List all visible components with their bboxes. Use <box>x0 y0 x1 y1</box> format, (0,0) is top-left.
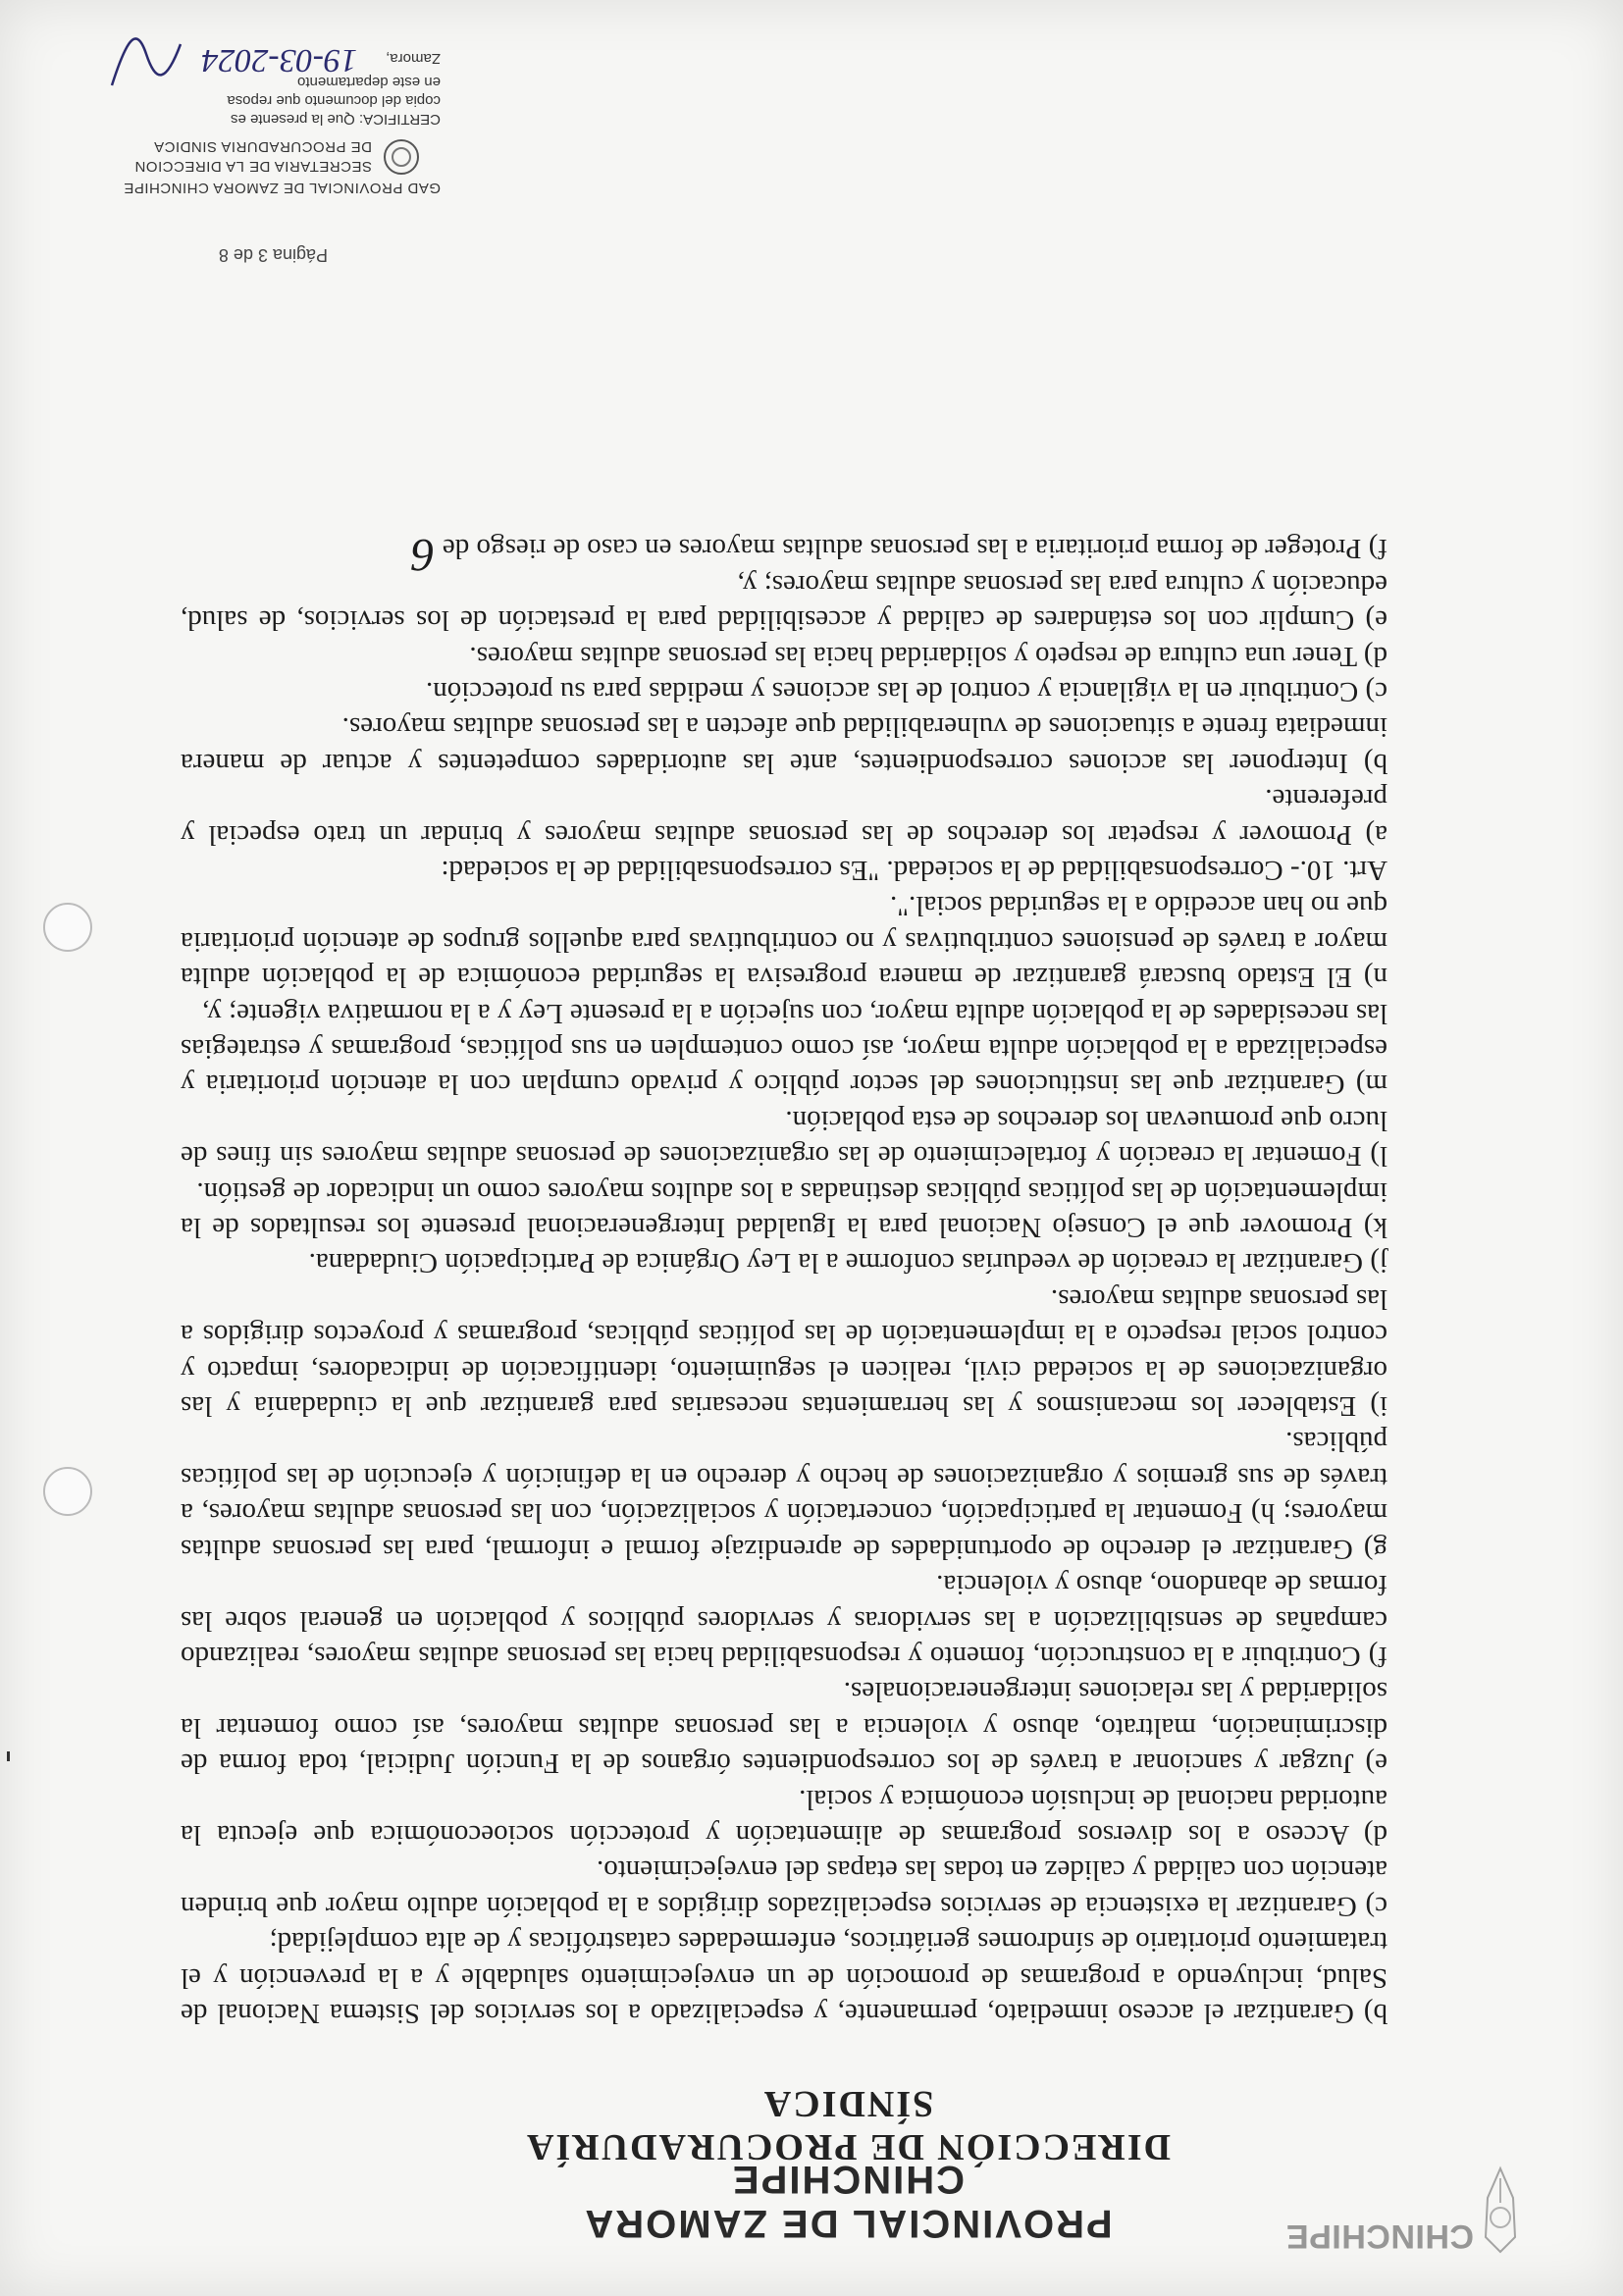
paragraph-10c: c) Contribuir en la vigilancia y control de las acciones y medidas para su protección. <box>425 675 1387 707</box>
org-title: PROVINCIAL DE ZAMORA CHINCHIPE <box>583 2158 1113 2245</box>
paragraph-k: k) Promover que el Consejo Nacional para la Igualdad Intergeneracional presente los resultados de la implementación de las políticas públicas destinadas a los adultos mayores como un indicador de gestión. <box>181 1175 1387 1244</box>
stamp-departamento: en este departamento <box>297 74 441 90</box>
stamp-place: Zamora, <box>386 50 441 67</box>
paragraph-10a: a) Promover y respetar los derechos de las personas adultas mayores y brindar un trato especial y preferente. <box>181 783 1387 851</box>
paragraph-10e: e) Cumplir con los estándares de calidad y accesibilidad para la prestación de los servicios, de salud, educación y cultura para las personas adultas mayores; y, <box>181 568 1387 637</box>
institution-logo <box>1285 2149 1525 2257</box>
stamp-procuraduria: DE PROCURADURIA SINDICA <box>153 138 372 155</box>
paragraph-i: i) Establecer los mecanismos y las herramientas necesarias para garantizar que la ciudadanía y las organizaciones de la sociedad civil, realicen el seguimiento, identificación de indicadores, impacto y control social respecto a la implementación de las políticas públicas, programas y proyectos dirigidos a las personas adultas mayores. <box>181 1282 1387 1423</box>
paragraph-g-h: g) Garantizar el derecho de oportunidades de aprendizaje formal e informal, para las personas adultas mayores; h) Fomentar la participación, concertación y socialización, con las personas adultas mayores, a través de sus gremios y organizaciones de hecho y derecho en la definición y ejecución de las políticas públicas. <box>181 1426 1387 1565</box>
signature-icon <box>107 34 185 93</box>
dept-title: DIRECCIÓN DE PROCURADURÍA SÍNDICA <box>524 2083 1172 2167</box>
paragraph-j: j) Garantizar la creación de veedurías conforme a la Ley Orgánica de Participación Ciudadana. <box>308 1247 1387 1279</box>
document-body <box>181 531 1387 2031</box>
paragraph-10b: b) Interponer las acciones correspondientes, ante las autoridades competentes y actuar de manera inmediata frente a situaciones de vulnerabilidad que afecten a las personas adultas mayores. <box>181 711 1387 779</box>
paragraph-m: m) Garantizar que las instituciones del sector público y privado cumplan con la atención prioritaria y especializada a la población adulta mayor, así como contemplen en sus políticas, programas y estrategias las necesidades de la población adulta mayor, con sujeción a la presente Ley y a la normativa vigente; y, <box>181 997 1387 1101</box>
paragraph-f: f) Contribuir a la construcción, fomento y responsabilidad hacia las personas adultas mayores, realizando campañas de sensibilización a las servidoras y servidores públicos y población en general sobre las formas de abandono, abuso y violencia. <box>181 1569 1387 1672</box>
paragraph-10d: d) Tener una cultura de respeto y solidaridad hacia las personas adultas mayores. <box>469 640 1387 672</box>
scan-dot <box>7 1751 10 1761</box>
stamp-certifica: CERTIFICA: Que la presente es <box>231 111 441 128</box>
handwritten-page-mark: 6 <box>410 529 435 582</box>
seal-icon <box>382 137 421 177</box>
paragraph-e: e) Juzgar y sancionar a través de los correspondientes órganos de la Función Judicial, toda forma de discriminación, maltrato, abuso y violencia a las personas adultas mayores, así como fomentar la solidaridad y las relaciones intergeneracionales. <box>181 1676 1387 1780</box>
paragraph-n: n) El Estado buscará garantizar de manera progresiva la seguridad económica de la población adulta mayor a través de pensiones contributivas y no contributivas para aquellos grupos de atención prioritaria que no han accedido a la seguridad social.". <box>181 890 1387 994</box>
paragraph-10f-text: f) Proteger de forma prioritaria a las personas adultas mayores en caso de riesgo de <box>442 533 1387 565</box>
stamp-handwritten-date: 19-03-2024 <box>201 42 357 78</box>
paragraph-d: d) Acceso a los diversos programas de alimentación y protección socioeconómica que ejecuta la autoridad nacional de inclusión económica y social. <box>181 1783 1387 1851</box>
stamp-secretaria: SECRETARIA DE LA DIRECCION <box>134 158 372 175</box>
paragraph-c: c) Garantizar la existencia de servicios especializados dirigidos a la población adulto mayor que brinden atención con calidad y calidez en todas las etapas del envejecimiento. <box>181 1854 1387 1922</box>
logo-text: CHINCHIPE <box>1285 2218 1474 2255</box>
punch-hole-icon <box>43 903 92 952</box>
stamp-institution: GAD PROVINCIAL DE ZAMORA CHINCHIPE <box>123 180 441 196</box>
crest-icon <box>1476 2159 1525 2257</box>
article-10-heading: Art. 10.- Corresponsabilidad de la sociedad. "Es corresponsabilidad de la sociedad: <box>441 855 1387 886</box>
paragraph-l: l) Fomentar la creación y fortalecimiento de las organizaciones de personas adultas mayores sin fines de lucro que promuevan los derechos de esta población. <box>181 1104 1387 1173</box>
page-number: Página 3 de 8 <box>218 245 328 265</box>
punch-hole-icon <box>43 1467 92 1516</box>
paragraph-b: b) Garantizar el acceso inmediato, permanente, y especializado a los servicios del Sistema Nacional de Salud, incluyendo a programas de promoción de un envejecimiento saludable y a la prevención y el tratamiento prioritario de síndromes geriátricos, enfermedades catastróficas y de alta complejidad; <box>181 1926 1387 2029</box>
stamp-copia: copia del documento que reposa <box>227 92 441 109</box>
certification-stamp <box>107 29 441 196</box>
letterhead <box>53 2083 1525 2257</box>
paragraph-10f <box>181 529 1387 582</box>
